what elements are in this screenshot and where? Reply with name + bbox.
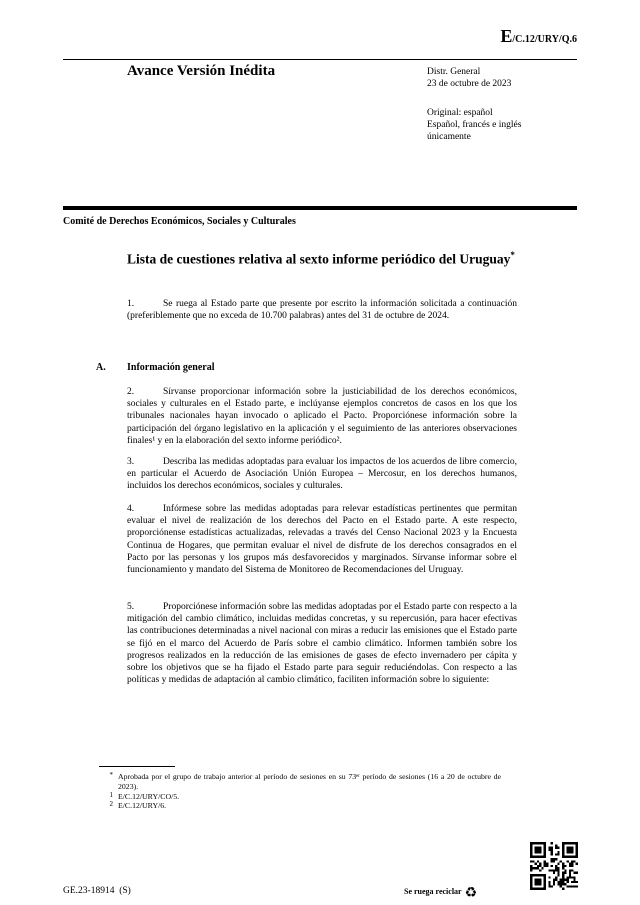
header-rule <box>63 59 577 60</box>
paragraph-5-number: 5. <box>127 602 135 612</box>
section-a-label: A. <box>96 362 106 373</box>
paragraph-5 <box>127 601 517 686</box>
paragraph-1 <box>127 298 517 322</box>
paragraph-4-text: Infórmese sobre las medidas adoptadas para relevar estadísticas pertinentes que permitan evaluar el nivel de realización de los derechos del Pacto en el Estado parte. A este respecto, proporciónense estadísticas actualizadas, relevadas a través del Censo Nacional 2023 y la Encuesta Continua de Hogares, que permitan evaluar el nivel de disfrute de los derechos consagrados en el Pacto por las personas y los grupos más desfavorecidos y marginados. Sírvanse informar sobre el funcionamiento y mandato del Sistema de Monitoreo de Recomendaciones del Uruguay. <box>127 504 517 576</box>
languages-line2: únicamente <box>427 132 471 142</box>
footnote-2-marker: 2 <box>109 800 113 809</box>
paragraph-1-number: 1. <box>127 299 135 309</box>
committee-name: Comité de Derechos Económicos, Sociales y Culturales <box>63 216 296 227</box>
footnote-1-marker: 1 <box>109 790 113 799</box>
section-divider-rule <box>63 206 577 210</box>
footnote-1 <box>99 792 501 802</box>
footnote-separator <box>99 766 175 767</box>
footnote-2-text: E/C.12/URY/6. <box>118 801 167 811</box>
paragraph-5-text: Proporciónese información sobre las medidas adoptadas por el Estado parte con respecto a la mitigación del cambio climático, incluidas medidas concretas, y su repercusión, para hacer efectivas las contribuciones determinadas a nivel nacional con miras a reducir las emisiones que el Estado parte se fijó en el marco del Acuerdo de París sobre el cambio climático. Informen también sobre los progresos realizados en la reducción de las emisiones de gases de efecto invernadero per cápita y sobre los objetivos que se ha fijado el Estado parte para seguir reduciéndolas. Con respecto a las políticas y medidas de adaptación al cambio climático, faciliten información sobre lo siguiente: <box>127 602 517 686</box>
recycle-notice <box>404 885 477 902</box>
paragraph-3 <box>127 456 517 493</box>
distribution-block <box>427 66 511 90</box>
document-symbol <box>500 26 577 47</box>
original-language-block <box>427 107 521 143</box>
recycle-text: Se ruega reciclar <box>404 887 462 896</box>
paragraph-3-number: 3. <box>127 457 135 467</box>
paragraph-3-text: Describa las medidas adoptadas para evaluar los impactos de los acuerdos de libre comercio, en particular el Acuerdo de Asociación Unión Europea – Mercosur, en los derechos humanos, incluidos los derechos económicos, sociales y culturales. <box>127 457 517 492</box>
symbol-letter: E <box>500 26 513 46</box>
footnote-2 <box>99 801 501 811</box>
original-line: Original: español <box>427 108 493 118</box>
paragraph-2-number: 2. <box>127 387 135 397</box>
recycle-icon: ♻ <box>464 886 478 901</box>
date-line: 23 de octubre de 2023 <box>427 79 512 89</box>
distr-line: Distr. General <box>427 67 481 77</box>
section-a-title: Información general <box>127 362 215 373</box>
paragraph-4-number: 4. <box>127 504 135 514</box>
document-title <box>127 247 531 268</box>
footnotes-block <box>99 772 501 811</box>
qr-code <box>530 842 578 890</box>
paragraph-4 <box>127 503 517 576</box>
document-title-text: Lista de cuestiones relativa al sexto informe periódico del Uruguay <box>127 251 511 267</box>
symbol-number: /C.12/URY/Q.6 <box>512 34 577 45</box>
section-a-heading <box>96 362 215 373</box>
footnote-1-text: E/C.12/URY/CO/5. <box>118 791 180 801</box>
advance-version-label: Avance Versión Inédita <box>127 63 276 79</box>
footnote-star <box>99 772 501 792</box>
paragraph-2 <box>127 386 517 447</box>
languages-line: Español, francés e inglés <box>427 120 522 130</box>
paragraph-2-text: Sírvanse proporcionar información sobre la justiciabilidad de los derechos económicos, sociales y culturales en el Estado parte, e inclúyanse ejemplos concretos de casos en los que los tribunales nacionales hayan invocado o aplicado el Pacto. Proporciónese información sobre la participación del órgano legislativo en la aplicación y el seguimiento de las anteriores observaciones finales¹ y en la elaboración del sexto informe periódico². <box>127 387 517 446</box>
footnote-star-marker: * <box>109 771 113 779</box>
title-footnote-mark: * <box>510 250 515 260</box>
footnote-star-text: Aprobada por el grupo de trabajo anterior al período de sesiones en su 73ᵉʳ período de sesiones (16 a 20 de octubre de 2023). <box>118 772 501 791</box>
document-id: GE.23-18914 (S) <box>63 886 131 896</box>
paragraph-1-text: Se ruega al Estado parte que presente por escrito la información solicitada a continuación (preferiblemente que no exceda de 10.700 palabras) antes del 31 de octubre de 2024. <box>127 299 517 322</box>
